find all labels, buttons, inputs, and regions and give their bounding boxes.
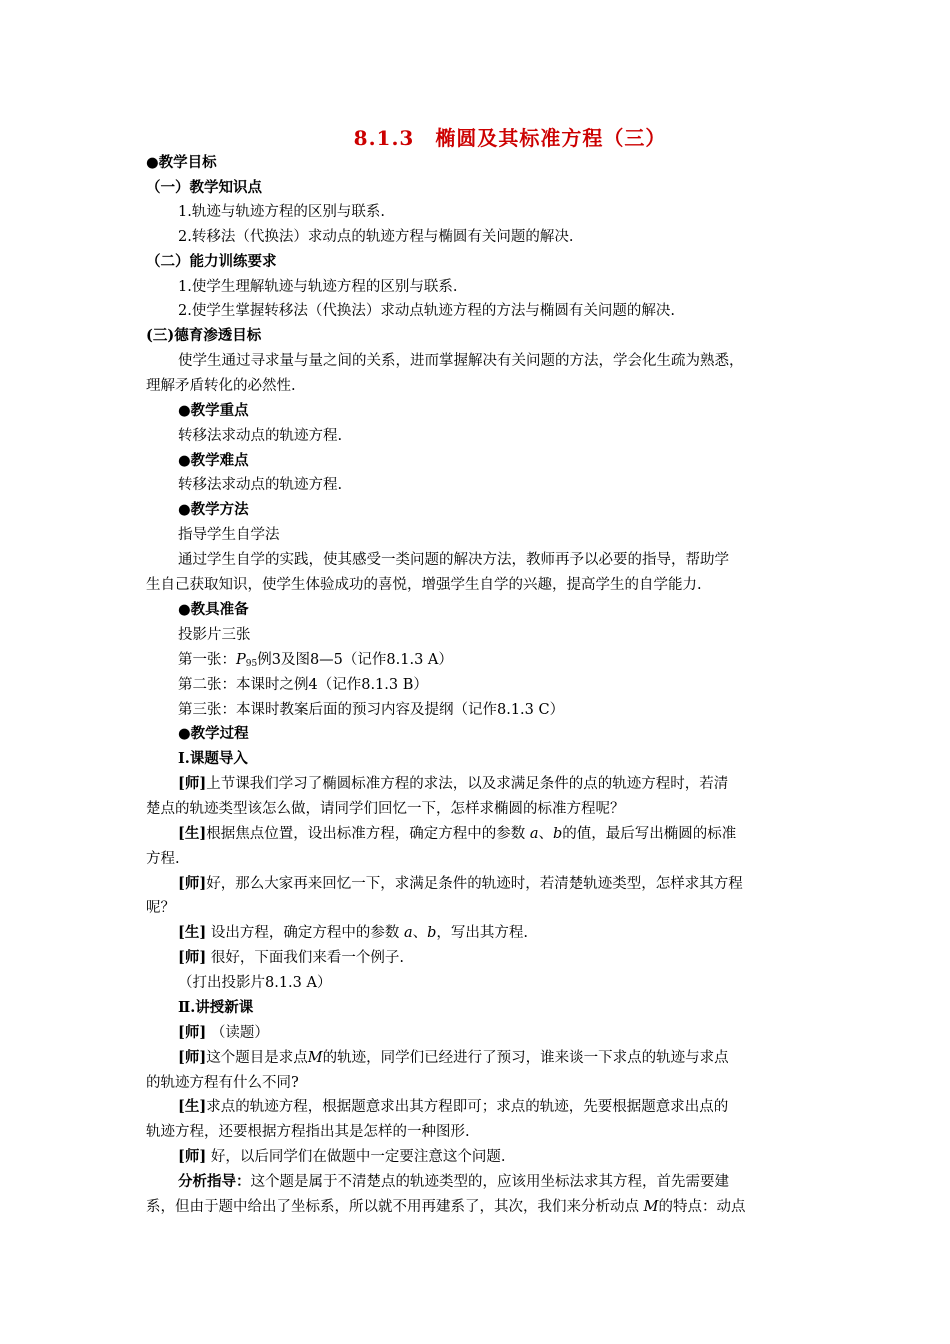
- difficulty-text: 转移法求动点的轨迹方程.: [178, 477, 343, 493]
- dialogue-student-3-line-2: 轨迹方程，还要根据方程指出其是怎样的一种图形.: [146, 1124, 470, 1140]
- heading-method: ●教学方法: [178, 501, 249, 518]
- analysis-line-2: 系，但由于题中给出了坐标系，所以就不用再建系了，其次，我们来分析动点 M的特点：动点: [146, 1199, 746, 1215]
- heading-ability: （二）能力训练要求: [146, 253, 277, 270]
- method-desc-line-1: 通过学生自学的实践，使其感受一类问题的解决方法，教师再予以必要的指导，帮助学: [178, 552, 729, 568]
- dialogue-teacher-1-line-1: [师]上节课我们学习了椭圆标准方程的求法，以及求满足条件的点的轨迹方程时，若清: [178, 775, 729, 792]
- dialogue-teacher-4: [师] （读题）: [178, 1024, 269, 1041]
- method-desc-line-2: 生自己获取知识，使学生体验成功的喜悦，增强学生自学的兴趣，提高学生的自学能力.: [146, 577, 702, 593]
- tool-item-2: 第二张：本课时之例4（记作8.1.3 B）: [178, 677, 428, 693]
- heading-tools: ●教具准备: [178, 601, 249, 618]
- dialogue-teacher-6: [师] 好，以后同学们在做题中一定要注意这个问题.: [178, 1148, 506, 1165]
- page-title: 8.1.3 椭圆及其标准方程（三）: [353, 126, 667, 150]
- dialogue-teacher-1-line-2: 楚点的轨迹类型该怎么做，请同学们回忆一下，怎样求椭圆的标准方程呢？: [146, 801, 625, 817]
- tool-item-3: 第三张：本课时教案后面的预习内容及提纲（记作8.1.3 C）: [178, 702, 565, 718]
- heading-new-lesson: Ⅱ.讲授新课: [178, 999, 254, 1016]
- ability-item-1: 1.使学生理解轨迹与轨迹方程的区别与联系.: [178, 279, 458, 295]
- dialogue-teacher-3: [师] 很好，下面我们来看一个例子.: [178, 949, 404, 966]
- ability-item-2: 2.使学生掌握转移法（代换法）求动点轨迹方程的方法与椭圆有关问题的解决.: [178, 303, 675, 319]
- dialogue-student-3-line-1: [生]求点的轨迹方程，根据题意求出其方程即可；求点的轨迹，先要根据题意求出点的: [178, 1098, 729, 1115]
- dialogue-teacher-2-line-1: [师]好，那么大家再来回忆一下，求满足条件的轨迹时，若清楚轨迹类型，怎样求其方程: [178, 875, 743, 892]
- heading-difficulty: ●教学难点: [178, 452, 249, 469]
- focus-text: 转移法求动点的轨迹方程.: [178, 428, 343, 444]
- dialogue-teacher-2-line-2: 呢？: [146, 900, 175, 916]
- heading-intro: Ⅰ.课题导入: [178, 750, 248, 767]
- heading-process: ●教学过程: [178, 725, 249, 742]
- method-text: 指导学生自学法: [178, 527, 280, 543]
- dialogue-student-2: [生] 设出方程，确定方程中的参数 a、b，写出其方程.: [178, 924, 529, 941]
- moral-text-line-2: 理解矛盾转化的必然性.: [146, 378, 296, 394]
- dialogue-student-1-line-1: [生]根据焦点位置，设出标准方程，确定方程中的参数 a、b的值，最后写出椭圆的标准: [178, 825, 737, 842]
- knowledge-item-2: 2.转移法（代换法）求动点的轨迹方程与椭圆有关问题的解决.: [178, 229, 574, 245]
- analysis-line-1: 分析指导：这个题是属于不清楚点的轨迹类型的，应该用坐标法求其方程，首先需要建: [178, 1173, 729, 1190]
- dialogue-student-1-line-2: 方程.: [146, 851, 180, 867]
- heading-knowledge: （一）教学知识点: [146, 179, 262, 196]
- tool-item-1: 第一张：$P_{95}$例3及图8—5（记作8.1.3 A）: [178, 652, 453, 669]
- knowledge-item-1: 1.轨迹与轨迹方程的区别与联系.: [178, 204, 385, 220]
- tools-text: 投影片三张: [178, 627, 251, 643]
- heading-goals: ●教学目标: [146, 154, 217, 171]
- projection-note: （打出投影片8.1.3 A）: [178, 975, 332, 991]
- heading-focus: ●教学重点: [178, 402, 249, 419]
- heading-moral: (三)德育渗透目标: [146, 327, 262, 344]
- dialogue-teacher-5-line-2: 的轨迹方程有什么不同?: [146, 1075, 299, 1091]
- moral-text-line-1: 使学生通过寻求量与量之间的关系，进而掌握解决有关问题的方法，学会化生疏为熟悉，: [178, 353, 744, 369]
- dialogue-teacher-5-line-1: [师]这个题目是求点M的轨迹，同学们已经进行了预习，谁来谈一下求点的轨迹与求点: [178, 1049, 729, 1066]
